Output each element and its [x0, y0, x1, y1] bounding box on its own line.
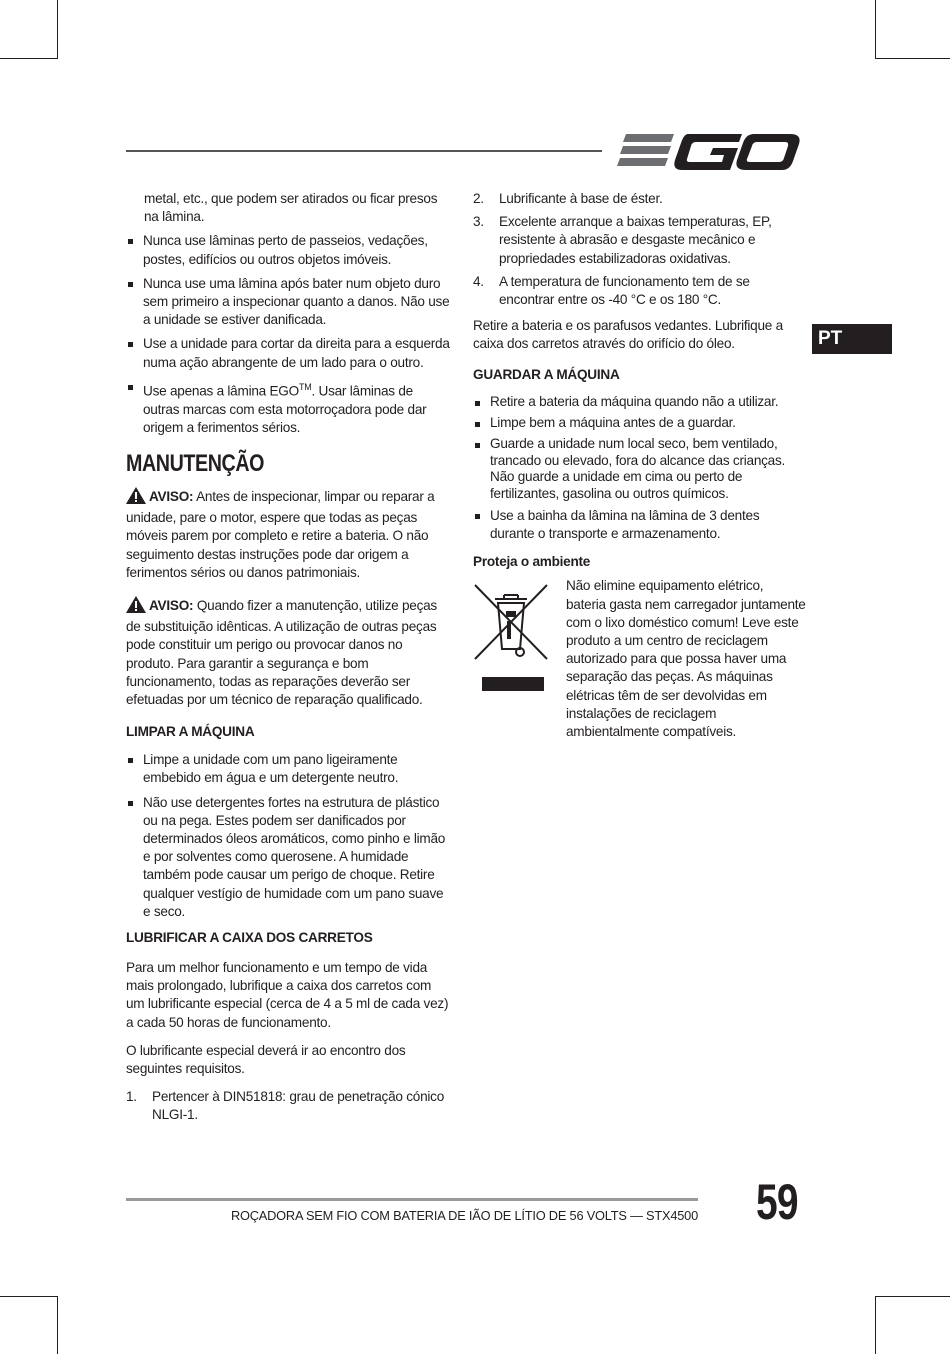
list-text: Excelente arranque a baixas temperaturas, EP, resistente à abrasão e desgaste mecânico e propriedades estabilizadoras oxidativas. — [499, 214, 772, 266]
language-tab: PT — [812, 324, 892, 354]
footer-rule — [126, 1198, 698, 1201]
footer-title: ROÇADORA SEM FIO COM BATERIA DE IÃO DE LÍTIO DE 56 VOLTS — STX4500 — [230, 1208, 698, 1223]
requirements-list-continued — [473, 190, 803, 309]
ego-bullet-after: . Usar lâminas de outras marcas com esta motorroçadora pode dar origem a ferimentos sérios. — [143, 383, 427, 435]
crossed-out-bin-icon — [473, 581, 549, 701]
header-rule — [126, 150, 602, 152]
crop-mark — [875, 1296, 876, 1354]
lubricate-paragraph: Para um melhor funcionamento e um tempo de vida mais prolongado, lubrifique a caixa dos carretos com um lubrificante especial (cerca de 4 a 5 ml de cada vez) a cada 50 horas de funcionamento. — [126, 960, 449, 1030]
crop-mark — [875, 58, 950, 59]
list-item: Guarde a unidade num local seco, bem ventilado, trancado ou elevado, fora do alcance das crianças. Não guarde a unidade em cima ou perto de fertilizantes, gasolina ou outros químicos. — [473, 436, 803, 502]
storage-title: GUARDAR A MÁQUINA — [473, 366, 620, 382]
warning-text: Antes de inspecionar, limpar ou reparar a unidade, pare o motor, espere que todas as peças móveis parem por completo e retire a bateria. O não seguimento destas instruções pode dar origem a ferimentos sérios ou danos patrimoniais. — [126, 488, 435, 580]
crop-mark — [875, 1296, 950, 1297]
trademark-symbol: TM — [298, 381, 312, 392]
intro-bullet-list — [126, 232, 452, 437]
page-number: 59 — [756, 1174, 798, 1230]
list-text: Lubrificante à base de éster. — [499, 191, 663, 206]
list-item: Nunca use uma lâmina após bater num objeto duro sem primeiro a inspecionar quanto a danos. Não use a unidade se estiver danificada. — [126, 275, 452, 330]
list-number: 2. — [473, 191, 484, 206]
requirements-list — [126, 1088, 452, 1124]
list-item: Limpe bem a máquina antes de a guardar. — [473, 415, 803, 431]
list-item: Use a bainha da lâmina na lâmina de 3 dentes durante o transporte e armazenamento. — [473, 507, 803, 543]
list-item: Não use detergentes fortes na estrutura de plástico ou na pega. Estes podem ser danificados por determinados óleos aromáticos, como pinho e limão e por solventes como querosene. A humidade também pode causar um perigo de choque. Retire qualquer vestígio de humidade com um pano suave e seco. — [126, 794, 452, 921]
list-item — [126, 1088, 452, 1124]
left-column — [126, 190, 452, 1125]
lubricate-title: LUBRIFICAR A CAIXA DOS CARRETOS — [126, 930, 373, 946]
warning-paragraph — [126, 487, 452, 582]
cleaning-title: LIMPAR A MÁQUINA — [126, 724, 255, 740]
crop-mark — [57, 0, 58, 58]
list-text: A temperatura de funcionamento tem de se encontrar entre os -40 °C e os 180 °C. — [499, 273, 750, 308]
list-number: 3. — [473, 214, 484, 230]
cleaning-bullet-list — [126, 751, 452, 921]
list-item: Nunca use lâminas perto de passeios, vedações, postes, edifícios ou outros objetos imóveis. — [126, 232, 452, 268]
list-text: Pertencer à DIN51818: grau de penetração cónico NLGI-1. — [152, 1089, 445, 1123]
environment-text: Não elimine equipamento elétrico, bateria gasta nem carregador juntamente com o lixo doméstico comum! Leve este produto a um centro de reciclagem autorizado para que possa haver uma separação das peças. As máquinas elétricas têm de ser devolvidas em instalações de reciclagem ambientalmente compatíveis. — [566, 578, 806, 740]
crop-mark — [0, 1296, 58, 1297]
list-number: 4. — [473, 273, 484, 289]
ego-bullet-before: Use apenas a lâmina EGO — [143, 383, 299, 399]
storage-bullet-list — [473, 394, 803, 544]
right-column — [473, 190, 806, 740]
crop-mark — [0, 58, 58, 59]
ego-logo — [616, 128, 800, 177]
crop-mark — [57, 1296, 58, 1354]
list-number: 1. — [126, 1089, 137, 1105]
lubricate-paragraph: O lubrificante especial deverá ir ao encontro dos seguintes requisitos. — [126, 1042, 406, 1077]
warning-label: AVISO: — [149, 488, 194, 504]
warning-triangle-icon — [126, 596, 146, 618]
warning-triangle-icon — [126, 487, 146, 509]
list-item — [473, 273, 803, 309]
environment-title: Proteja o ambiente — [473, 554, 591, 570]
list-item: Limpe a unidade com um pano ligeiramente embebido em água e um detergente neutro. — [126, 751, 452, 787]
list-item: Retire a bateria da máquina quando não a utilizar. — [473, 394, 803, 410]
list-item — [473, 213, 803, 268]
intro-continuation: metal, etc., que podem ser atirados ou ficar presos na lâmina. — [144, 191, 438, 225]
list-item — [473, 190, 803, 208]
warning-text: Quando fizer a manutenção, utilize peças de substituição idênticas. A utilização de outras peças pode constituir um perigo ou provocar danos no produto. Para garantir a segurança e bom funcionamento, todas as reparações deverão ser efetuadas por um técnico de reparação qualificado. — [126, 597, 437, 707]
crop-mark — [875, 0, 876, 58]
warning-label: AVISO: — [149, 597, 194, 613]
maintenance-title: MANUTENÇÃO — [126, 449, 265, 477]
list-item: Use a unidade para cortar da direita para a esquerda numa ação abrangente de um lado para o outro. — [126, 335, 452, 371]
list-item — [126, 378, 452, 437]
ego-logo-icon — [616, 128, 800, 172]
retire-paragraph: Retire a bateria e os parafusos vedantes. Lubrifique a caixa dos carretos através do orifício do óleo. — [473, 318, 783, 352]
environment-section — [473, 577, 806, 740]
warning-paragraph — [126, 596, 452, 709]
